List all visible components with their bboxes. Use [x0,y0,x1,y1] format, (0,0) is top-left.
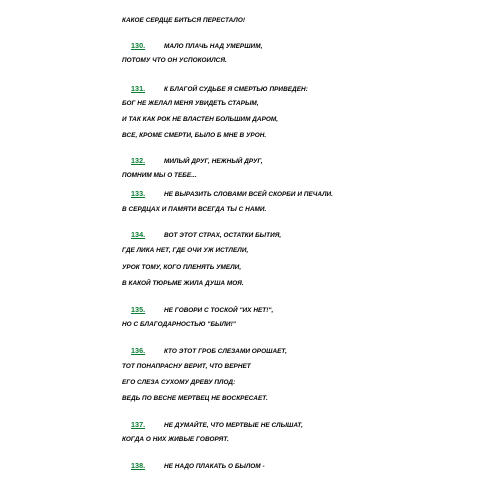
line-text: ВЕДЬ ПО ВЕСНЕ МЕРТВЕЦ НЕ ВОСКРЕСАЕТ. [122,395,268,402]
entry-number: 138. [131,461,146,470]
entry-number: 134. [131,230,146,239]
entry-number: 131. [131,84,146,93]
text-line [122,363,251,370]
line-text: МИЛЫЙ ДРУГ, НЕЖНЫЙ ДРУГ, [164,158,263,165]
line-text: ВСЕ, КРОМЕ СМЕРТИ, БЫЛО Б МНЕ В УРОН. [122,132,267,139]
entry-number: 130. [131,41,146,50]
numbered-line [131,189,333,198]
text-line [122,379,235,386]
line-text: В СЕРДЦАХ И ПАМЯТИ ВСЕГДА ТЫ С НАМИ. [122,206,267,213]
text-line [122,395,268,402]
entry-number: 137. [131,420,146,429]
line-text: КТО ЭТОТ ГРОБ СЛЕЗАМИ ОРОШАЕТ, [164,348,287,355]
entry-number: 136. [131,346,146,355]
text-line [122,321,236,328]
line-text: ПОТОМУ ЧТО ОН УСПОКОИЛСЯ. [122,57,227,64]
line-text: УРОК ТОМУ, КОГО ПЛЕНЯТЬ УМЕЛИ, [122,264,242,271]
line-text: К БЛАГОЙ СУДЬБЕ Я СМЕРТЬЮ ПРИВЕДЕН: [164,86,308,93]
line-text: ПОМНИМ МЫ О ТЕБЕ... [122,172,197,179]
line-text: В КАКОЙ ТЮРЬМЕ ЖИЛА ДУША МОЯ. [122,280,244,287]
line-text: БОГ НЕ ЖЕЛАЛ МЕНЯ УВИДЕТЬ СТАРЫМ, [122,100,259,107]
numbered-line [131,41,262,50]
text-line [122,247,248,254]
text-line [122,206,266,213]
text-line [122,264,241,271]
entry-number: 132. [131,156,146,165]
line-text: НЕ ДУМАЙТЕ, ЧТО МЕРТВЫЕ НЕ СЛЫШАТ, [164,422,303,429]
entry-number: 135. [131,305,146,314]
line-text: НЕ ВЫРАЗИТЬ СЛОВАМИ ВСЕЙ СКОРБИ И ПЕЧАЛИ. [164,191,334,198]
numbered-line [131,230,281,239]
line-text: И ТАК КАК РОК НЕ ВЛАСТЕН БОЛЬШИМ ДАРОМ, [122,116,279,123]
text-line [122,100,259,107]
line-text: МАЛО ПЛАЧЬ НАД УМЕРШИМ, [164,43,263,50]
entry-number: 133. [131,189,146,198]
text-line [122,132,266,139]
line-text: ВОТ ЭТОТ СТРАХ, ОСТАТКИ БЫТИЯ, [164,232,282,239]
line-text: НЕ ГОВОРИ С ТОСКОЙ "ИХ НЕТ!", [164,307,274,314]
numbered-line [131,346,287,355]
text-line [122,172,197,179]
line-text: ЕГО СЛЕЗА СУХОМУ ДРЕВУ ПЛОД: [122,379,236,386]
numbered-line [131,461,265,470]
text-line [122,280,244,287]
line-text: КОГДА О НИХ ЖИВЫЕ ГОВОРЯТ. [122,436,229,443]
numbered-line [131,420,303,429]
text-line [122,17,245,24]
line-text: НЕ НАДО ПЛАКАТЬ О БЫЛОМ - [164,463,265,470]
text-line [122,116,278,123]
line-text: ТОТ ПОНАПРАСНУ ВЕРИТ, ЧТО ВЕРНЕТ [122,363,251,370]
numbered-line [131,305,273,314]
text-line [122,436,229,443]
line-text: НО С БЛАГОДАРНОСТЬЮ "БЫЛИ!" [122,321,236,328]
line-text: КАКОЕ СЕРДЦЕ БИТЬСЯ ПЕРЕСТАЛО! [122,17,246,24]
line-text: ГДЕ ЛИКА НЕТ, ГДЕ ОЧИ УЖ ИСТЛЕЛИ, [122,247,249,254]
text-line [122,57,227,64]
numbered-line [131,156,263,165]
numbered-line [131,84,308,93]
